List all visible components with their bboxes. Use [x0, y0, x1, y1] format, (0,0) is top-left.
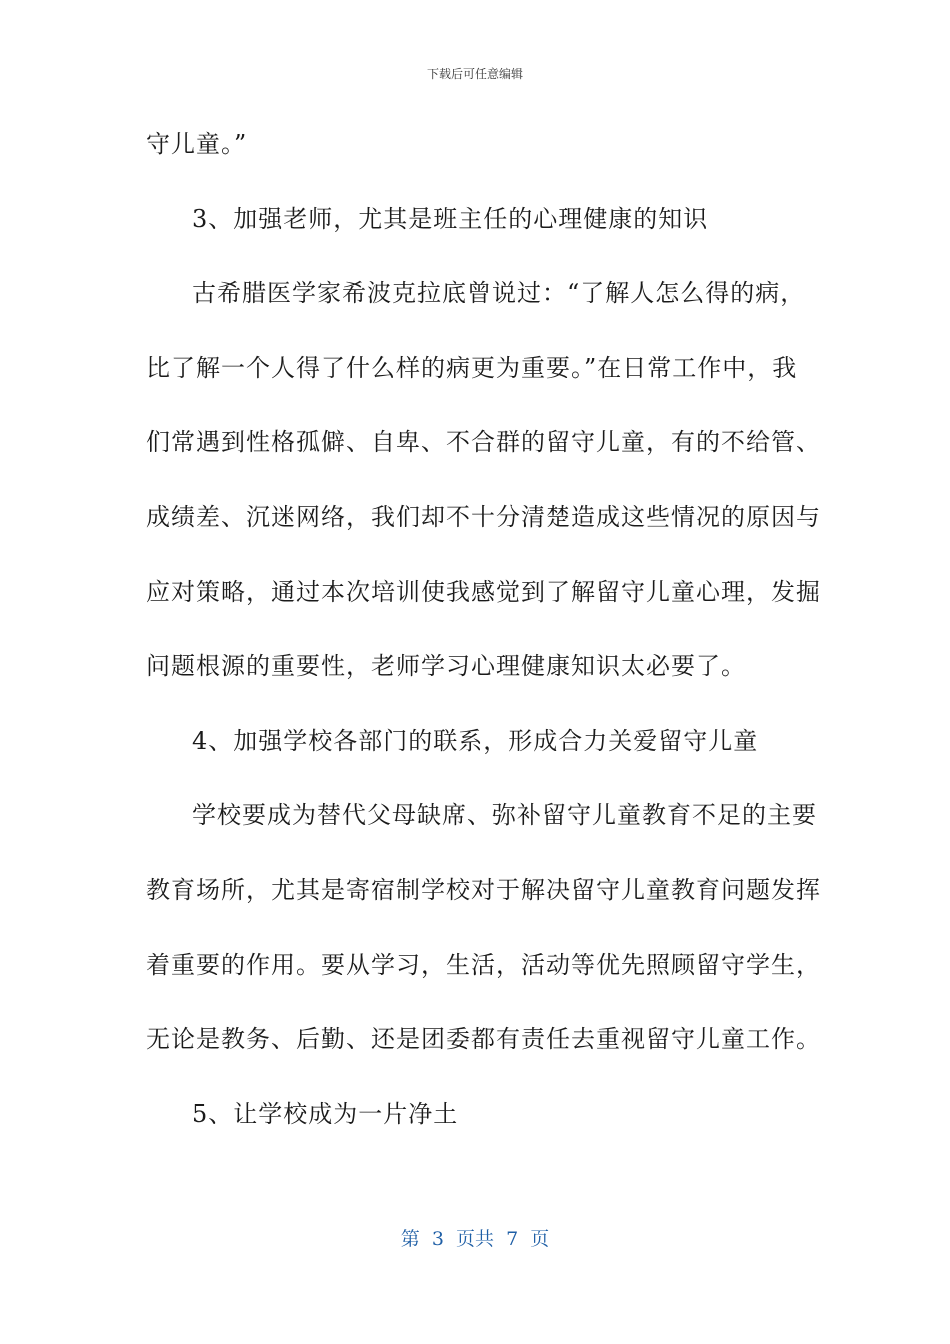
page-number-footer: 第 3 页共 7 页 — [400, 1228, 550, 1250]
body-line: 古希腊医学家希波克拉底曾说过：“了解人怎么得的病， — [192, 279, 806, 308]
body-line: 应对策略，通过本次培训使我感觉到了解留守儿童心理，发掘 — [146, 577, 821, 606]
body-line: 教育场所，尤其是寄宿制学校对于解决留守儿童教育问题发挥 — [146, 875, 821, 904]
body-line: 们常遇到性格孤僻、自卑、不合群的留守儿童，有的不给管、 — [146, 428, 821, 457]
body-line: 比了解一个人得了什么样的病更为重要。”在日常工作中，我 — [146, 353, 798, 382]
body-line: 成绩差、沉迷网络，我们却不十分清楚造成这些情况的原因与 — [146, 502, 821, 531]
body-line: 守儿童。” — [146, 130, 248, 158]
document-body — [146, 112, 821, 1156]
body-line: 3、加强老师，尤其是班主任的心理健康的知识 — [192, 204, 709, 233]
body-line: 5、让学校成为一片净土 — [192, 1099, 459, 1128]
body-line: 无论是教务、后勤、还是团委都有责任去重视留守儿童工作。 — [146, 1025, 821, 1054]
page-header: 下载后可任意编辑 — [426, 67, 523, 81]
body-line: 学校要成为替代父母缺席、弥补留守儿童教育不足的主要 — [192, 801, 817, 830]
body-line: 4、加强学校各部门的联系，形成合力关爱留守儿童 — [192, 726, 759, 755]
body-line: 问题根源的重要性，老师学习心理健康知识太必要了。 — [146, 652, 746, 681]
body-line: 着重要的作用。要从学习，生活，活动等优先照顾留守学生， — [146, 950, 821, 979]
